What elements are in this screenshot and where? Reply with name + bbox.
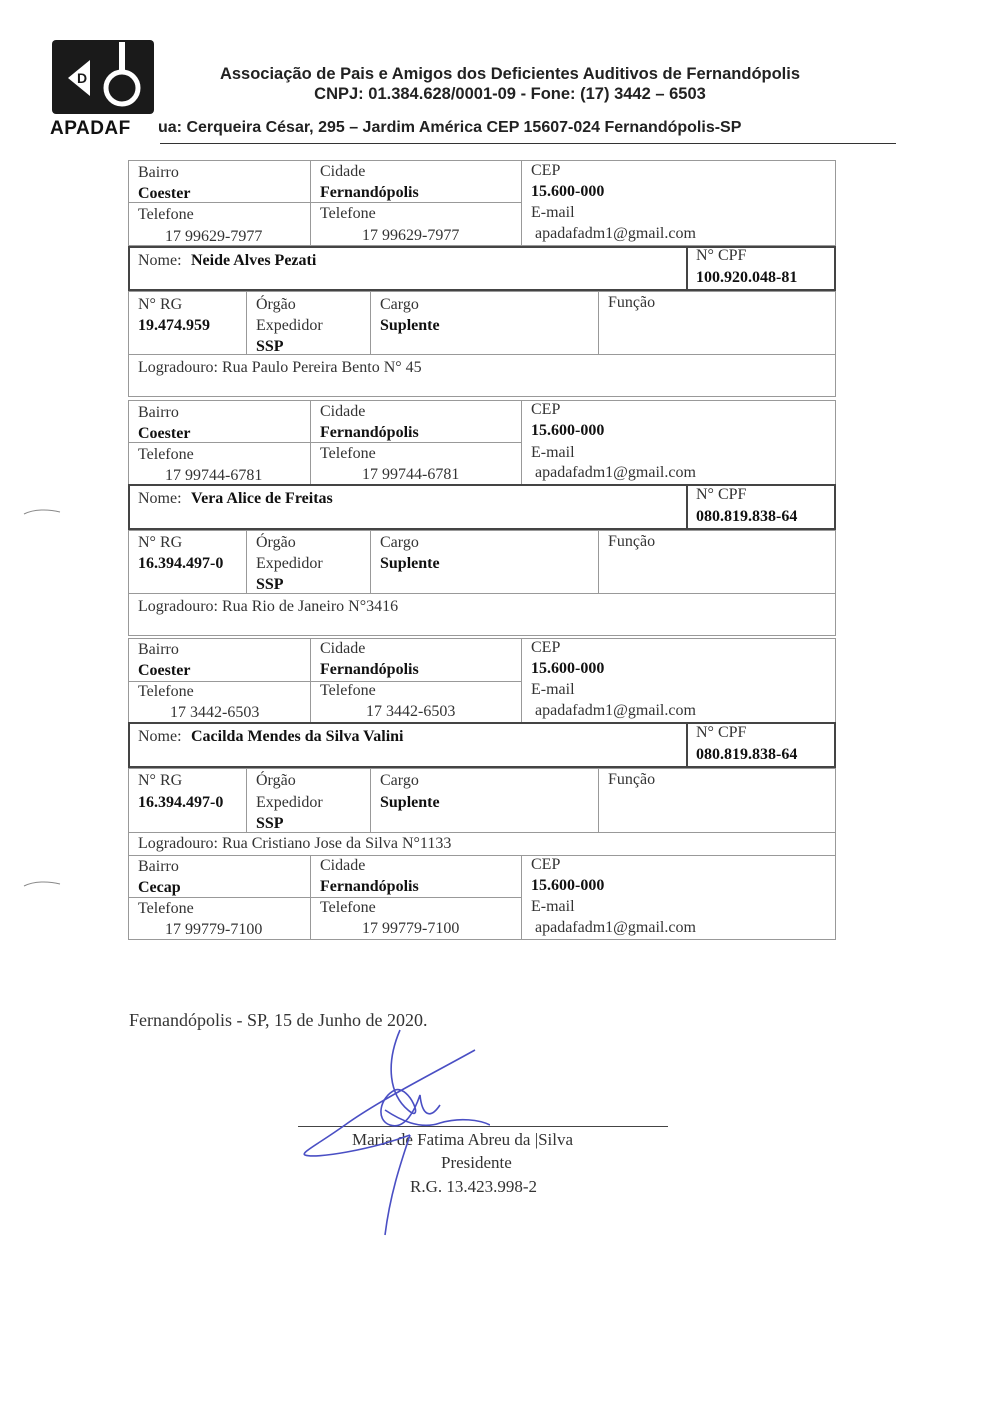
expedidor-label: Expedidor: [256, 555, 323, 572]
orgao-value: SSP: [256, 815, 284, 832]
telefone-label: Telefone: [138, 446, 194, 463]
expedidor-label: Expedidor: [256, 794, 323, 811]
cargo-value: Suplente: [380, 794, 440, 811]
bairro-value: Coester: [138, 185, 191, 202]
cep-value: 15.600-000: [531, 183, 605, 200]
funcao-label: Função: [608, 771, 656, 788]
email-label: E-mail: [531, 444, 575, 461]
cep-label: CEP: [531, 856, 561, 873]
telefone-label: Telefone: [320, 899, 376, 916]
signer-rg: R.G. 13.423.998-2: [410, 1177, 538, 1196]
orgao-label: Órgão: [256, 534, 296, 551]
nome-label: Nome:: [138, 490, 182, 507]
bairro-value: Coester: [138, 662, 191, 679]
cidade-value: Fernandópolis: [320, 424, 419, 441]
telefone-label: Telefone: [138, 900, 194, 917]
funcao-label: Função: [608, 533, 656, 550]
telefone-value: 17 99629-7977: [165, 228, 263, 245]
org-address: ua: Cerqueira César, 295 – Jardim América CEP 15607-024 Fernandópolis-SP: [158, 119, 742, 136]
cpf-value: 100.920.048-81: [696, 269, 798, 286]
telefone-label: Telefone: [320, 205, 376, 222]
cep-label: CEP: [531, 639, 561, 656]
telefone-value: 17 99744-6781: [165, 467, 263, 484]
cidade-value: Fernandópolis: [320, 661, 419, 678]
expedidor-label: Expedidor: [256, 317, 323, 334]
telefone-value: 17 3442-6503: [170, 704, 260, 721]
orgao-label: Órgão: [256, 772, 296, 789]
cargo-value: Suplente: [380, 555, 440, 572]
org-cnpj-phone: CNPJ: 01.384.628/0001-09 - Fone: (17) 3442 – 6503: [314, 85, 706, 103]
bairro-label: Bairro: [138, 641, 179, 658]
bairro-label: Bairro: [138, 858, 179, 875]
signer-role: Presidente: [441, 1153, 512, 1172]
logradouro-value: Logradouro: Rua Rio de Janeiro N°3416: [138, 598, 399, 615]
cidade-label: Cidade: [320, 857, 366, 874]
bairro-label: Bairro: [138, 404, 179, 421]
cpf-label: N° CPF: [696, 724, 747, 741]
telefone-value: 17 99779-7100: [362, 920, 460, 937]
nome-value: Neide Alves Pezati: [191, 252, 317, 269]
cep-value: 15.600-000: [531, 877, 605, 894]
nome-value: Vera Alice de Freitas: [191, 490, 333, 507]
bairro-value: Coester: [138, 425, 191, 442]
scan-mark: [22, 508, 62, 516]
cargo-value: Suplente: [380, 317, 440, 334]
place-date: Fernandópolis - SP, 15 de Junho de 2020.: [129, 1010, 428, 1030]
orgao-value: SSP: [256, 338, 284, 355]
email-value: apadafadm1@gmail.com: [535, 464, 696, 481]
email-label: E-mail: [531, 898, 575, 915]
cep-value: 15.600-000: [531, 422, 605, 439]
header-divider: [160, 143, 896, 144]
bairro-label: Bairro: [138, 164, 179, 181]
email-value: apadafadm1@gmail.com: [535, 919, 696, 936]
cargo-label: Cargo: [380, 296, 419, 313]
handwritten-signature: [290, 1025, 490, 1245]
logradouro-value: Logradouro: Rua Paulo Pereira Bento N° 45: [138, 359, 422, 376]
telefone-label: Telefone: [320, 445, 376, 462]
telefone-value: 17 99779-7100: [165, 921, 263, 938]
rg-value: 16.394.497-0: [138, 794, 224, 811]
scan-mark: [22, 880, 62, 888]
telefone-value: 17 99629-7977: [362, 227, 460, 244]
cpf-value: 080.819.838-64: [696, 508, 798, 525]
cpf-value: 080.819.838-64: [696, 746, 798, 763]
svg-text:D: D: [77, 70, 88, 86]
cep-value: 15.600-000: [531, 660, 605, 677]
email-value: apadafadm1@gmail.com: [535, 225, 696, 242]
cidade-label: Cidade: [320, 163, 366, 180]
signer-name: Maria de Fatima Abreu da |Silva: [352, 1130, 574, 1149]
cidade-label: Cidade: [320, 640, 366, 657]
email-value: apadafadm1@gmail.com: [535, 702, 696, 719]
logradouro-value: Logradouro: Rua Cristiano Jose da Silva N°1133: [138, 835, 452, 852]
cidade-value: Fernandópolis: [320, 184, 419, 201]
nome-value: Cacilda Mendes da Silva Valini: [191, 728, 404, 745]
nome-label: Nome:: [138, 728, 182, 745]
telefone-value: 17 99744-6781: [362, 466, 460, 483]
email-label: E-mail: [531, 204, 575, 221]
rg-value: 16.394.497-0: [138, 555, 224, 572]
telefone-label: Telefone: [138, 206, 194, 223]
cargo-label: Cargo: [380, 534, 419, 551]
email-label: E-mail: [531, 681, 575, 698]
cep-label: CEP: [531, 162, 561, 179]
telefone-label: Telefone: [320, 682, 376, 699]
telefone-label: Telefone: [138, 683, 194, 700]
cpf-label: N° CPF: [696, 247, 747, 264]
org-name: Associação de Pais e Amigos dos Deficientes Auditivos de Fernandópolis: [219, 65, 801, 83]
telefone-value: 17 3442-6503: [366, 703, 456, 720]
apadaf-logo: [50, 38, 156, 118]
cidade-value: Fernandópolis: [320, 878, 419, 895]
cidade-label: Cidade: [320, 403, 366, 420]
orgao-value: SSP: [256, 576, 284, 593]
funcao-label: Função: [608, 294, 656, 311]
orgao-label: Órgão: [256, 296, 296, 313]
cpf-label: N° CPF: [696, 486, 747, 503]
cargo-label: Cargo: [380, 772, 419, 789]
org-header: [180, 64, 840, 104]
logo-text: APADAF: [50, 118, 131, 139]
rg-value: 19.474.959: [138, 317, 210, 334]
rg-label: N° RG: [138, 772, 183, 789]
rg-label: N° RG: [138, 534, 183, 551]
bairro-value: Cecap: [138, 879, 181, 896]
rg-label: N° RG: [138, 296, 183, 313]
cep-label: CEP: [531, 401, 561, 418]
nome-label: Nome:: [138, 252, 182, 269]
